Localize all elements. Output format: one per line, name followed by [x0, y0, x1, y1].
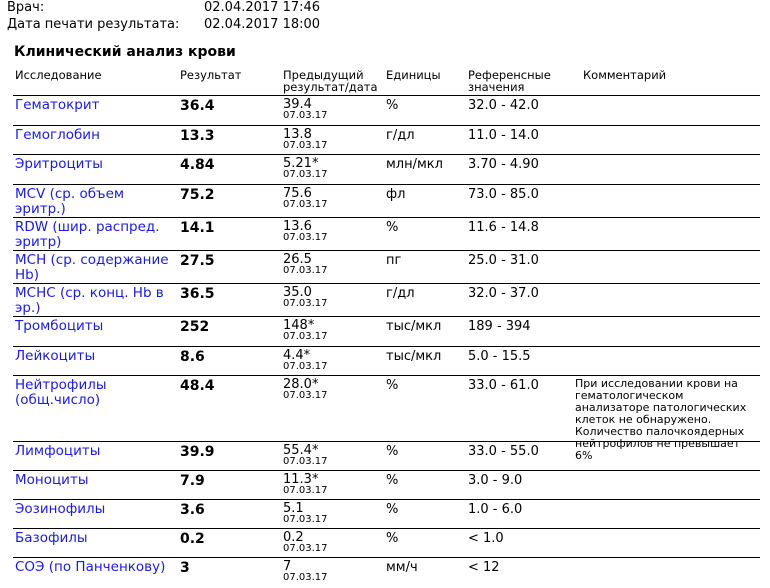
previous-value: 55.4*	[283, 443, 319, 458]
unit: %	[386, 444, 399, 459]
header-comment: Комментарий	[583, 68, 667, 82]
previous-result	[283, 444, 328, 467]
previous-date: 07.03.17	[283, 331, 328, 342]
unit: пг	[386, 253, 402, 268]
test-name-link[interactable]: Лейкоциты	[15, 348, 96, 364]
header-reference: Референсные значения	[468, 68, 551, 94]
reference-range: 3.70 - 4.90	[468, 157, 539, 172]
table-row	[13, 250, 760, 284]
reference-range: 11.0 - 14.0	[468, 128, 539, 143]
result-value: 75.2	[180, 187, 215, 203]
previous-value: 11.3*	[283, 472, 319, 487]
previous-result	[283, 319, 328, 342]
unit: тыс/мкл	[386, 319, 442, 334]
previous-result	[283, 349, 328, 372]
section-title: Клинический анализ крови	[14, 44, 236, 60]
test-name-link[interactable]: Тромбоциты	[15, 318, 104, 334]
previous-date: 07.03.17	[283, 543, 328, 554]
header-previous: Предыдущий результат/дата	[283, 68, 378, 94]
unit: мм/ч	[386, 560, 418, 575]
previous-date: 07.03.17	[283, 572, 328, 583]
result-value: 13.3	[180, 128, 215, 144]
previous-value: 13.8	[283, 127, 312, 142]
previous-result	[283, 157, 328, 180]
table-row	[13, 95, 760, 126]
result-value: 4.84	[180, 157, 215, 173]
unit: г/дл	[386, 286, 415, 301]
reference-range: 11.6 - 14.8	[468, 220, 539, 235]
table-row	[13, 184, 760, 218]
reference-range: 189 - 394	[468, 319, 531, 334]
result-value: 39.9	[180, 444, 215, 460]
result-value: 7.9	[180, 473, 205, 489]
previous-value: 75.6	[283, 186, 312, 201]
doctor-value: 02.04.2017 17:46	[204, 0, 321, 15]
test-name-link[interactable]: Базофилы	[15, 530, 88, 546]
unit: фл	[386, 187, 406, 202]
test-name-link[interactable]: СОЭ (по Панченкову)	[15, 559, 166, 575]
test-name-link[interactable]: Эозинофилы	[15, 501, 106, 517]
previous-result	[283, 253, 328, 276]
previous-date: 07.03.17	[283, 456, 328, 467]
test-name-link[interactable]: MCV (ср. объем эритр.)	[15, 186, 125, 217]
previous-date: 07.03.17	[283, 110, 328, 121]
header-units: Единицы	[386, 68, 441, 82]
previous-date: 07.03.17	[283, 232, 328, 243]
previous-result	[283, 286, 328, 309]
reference-range: < 1.0	[468, 531, 504, 546]
result-value: 36.4	[180, 98, 215, 114]
previous-result	[283, 502, 328, 525]
previous-value: 5.21*	[283, 156, 319, 171]
previous-result	[283, 473, 328, 496]
reference-range: 25.0 - 31.0	[468, 253, 539, 268]
test-name-link[interactable]: Гематокрит	[15, 97, 100, 113]
table-row	[13, 154, 760, 185]
print-date-label: Дата печати результата:	[7, 17, 180, 32]
test-name-link[interactable]: Гемоглобин	[15, 127, 100, 143]
result-value: 252	[180, 319, 210, 335]
previous-result	[283, 220, 328, 243]
table-row	[13, 557, 760, 584]
unit: %	[386, 502, 399, 517]
previous-value: 26.5	[283, 252, 312, 267]
previous-date: 07.03.17	[283, 140, 328, 151]
previous-result	[283, 378, 328, 401]
result-value: 27.5	[180, 253, 215, 269]
unit: %	[386, 220, 399, 235]
previous-value: 39.4	[283, 97, 312, 112]
table-row	[13, 316, 760, 347]
reference-range: 1.0 - 6.0	[468, 502, 523, 517]
table-header	[13, 67, 760, 96]
reference-range: 33.0 - 55.0	[468, 444, 539, 459]
reference-range: 33.0 - 61.0	[468, 378, 539, 393]
previous-value: 0.2	[283, 530, 304, 545]
test-name-link[interactable]: MCH (ср. содержание Hb)	[15, 252, 169, 283]
result-value: 3	[180, 560, 190, 576]
comment: При исследовании крови на гематологическом анализаторе патологических клеток не обнаружено. Количество палочкоядерных нейтрофилов не превышает 6%	[575, 377, 747, 462]
reference-range: 3.0 - 9.0	[468, 473, 523, 488]
previous-result	[283, 560, 328, 583]
table-row	[13, 125, 760, 155]
reference-range: 32.0 - 37.0	[468, 286, 539, 301]
previous-value: 5.1	[283, 501, 304, 516]
previous-date: 07.03.17	[283, 169, 328, 180]
unit: %	[386, 378, 399, 393]
table-row	[13, 346, 760, 376]
previous-date: 07.03.17	[283, 514, 328, 525]
result-value: 8.6	[180, 349, 205, 365]
previous-value: 7	[283, 559, 292, 574]
unit: млн/мкл	[386, 157, 443, 172]
previous-result	[283, 531, 328, 554]
previous-date: 07.03.17	[283, 390, 328, 401]
reference-range: < 12	[468, 560, 500, 575]
previous-result	[283, 187, 328, 210]
result-value: 36.5	[180, 286, 215, 302]
previous-date: 07.03.17	[283, 361, 328, 372]
unit: тыс/мкл	[386, 349, 442, 364]
previous-date: 07.03.17	[283, 485, 328, 496]
test-name-link[interactable]: RDW (шир. распред. эритр)	[15, 219, 160, 250]
print-date-value: 02.04.2017 18:00	[204, 17, 321, 32]
previous-result	[283, 98, 328, 121]
table-row	[13, 441, 760, 471]
table-row	[13, 499, 760, 529]
table-row	[13, 470, 760, 500]
doctor-label: Врач:	[7, 0, 45, 15]
result-value: 14.1	[180, 220, 215, 236]
result-value: 3.6	[180, 502, 205, 518]
table-row	[13, 283, 760, 317]
previous-date: 07.03.17	[283, 265, 328, 276]
table-row	[13, 528, 760, 558]
previous-value: 4.4*	[283, 348, 311, 363]
unit: г/дл	[386, 128, 415, 143]
test-name-link[interactable]: MCHC (ср. конц. Hb в эр.)	[15, 285, 164, 316]
previous-value: 35.0	[283, 285, 312, 300]
previous-value: 13.6	[283, 219, 312, 234]
previous-result	[283, 128, 328, 151]
test-name-link[interactable]: Эритроциты	[15, 156, 103, 172]
previous-date: 07.03.17	[283, 199, 328, 210]
test-name-link[interactable]: Моноциты	[15, 472, 89, 488]
previous-date: 07.03.17	[283, 298, 328, 309]
reference-range: 73.0 - 85.0	[468, 187, 539, 202]
test-name-link[interactable]: Лимфоциты	[15, 443, 101, 459]
result-value: 48.4	[180, 378, 215, 394]
result-value: 0.2	[180, 531, 205, 547]
header-result: Результат	[180, 68, 242, 82]
unit: %	[386, 98, 399, 113]
unit: %	[386, 473, 399, 488]
test-name-link[interactable]: Нейтрофилы (общ.число)	[15, 377, 107, 408]
header-test: Исследование	[15, 68, 102, 82]
reference-range: 32.0 - 42.0	[468, 98, 539, 113]
unit: %	[386, 531, 399, 546]
table-row	[13, 217, 760, 251]
previous-value: 28.0*	[283, 377, 319, 392]
reference-range: 5.0 - 15.5	[468, 349, 531, 364]
previous-value: 148*	[283, 318, 315, 333]
